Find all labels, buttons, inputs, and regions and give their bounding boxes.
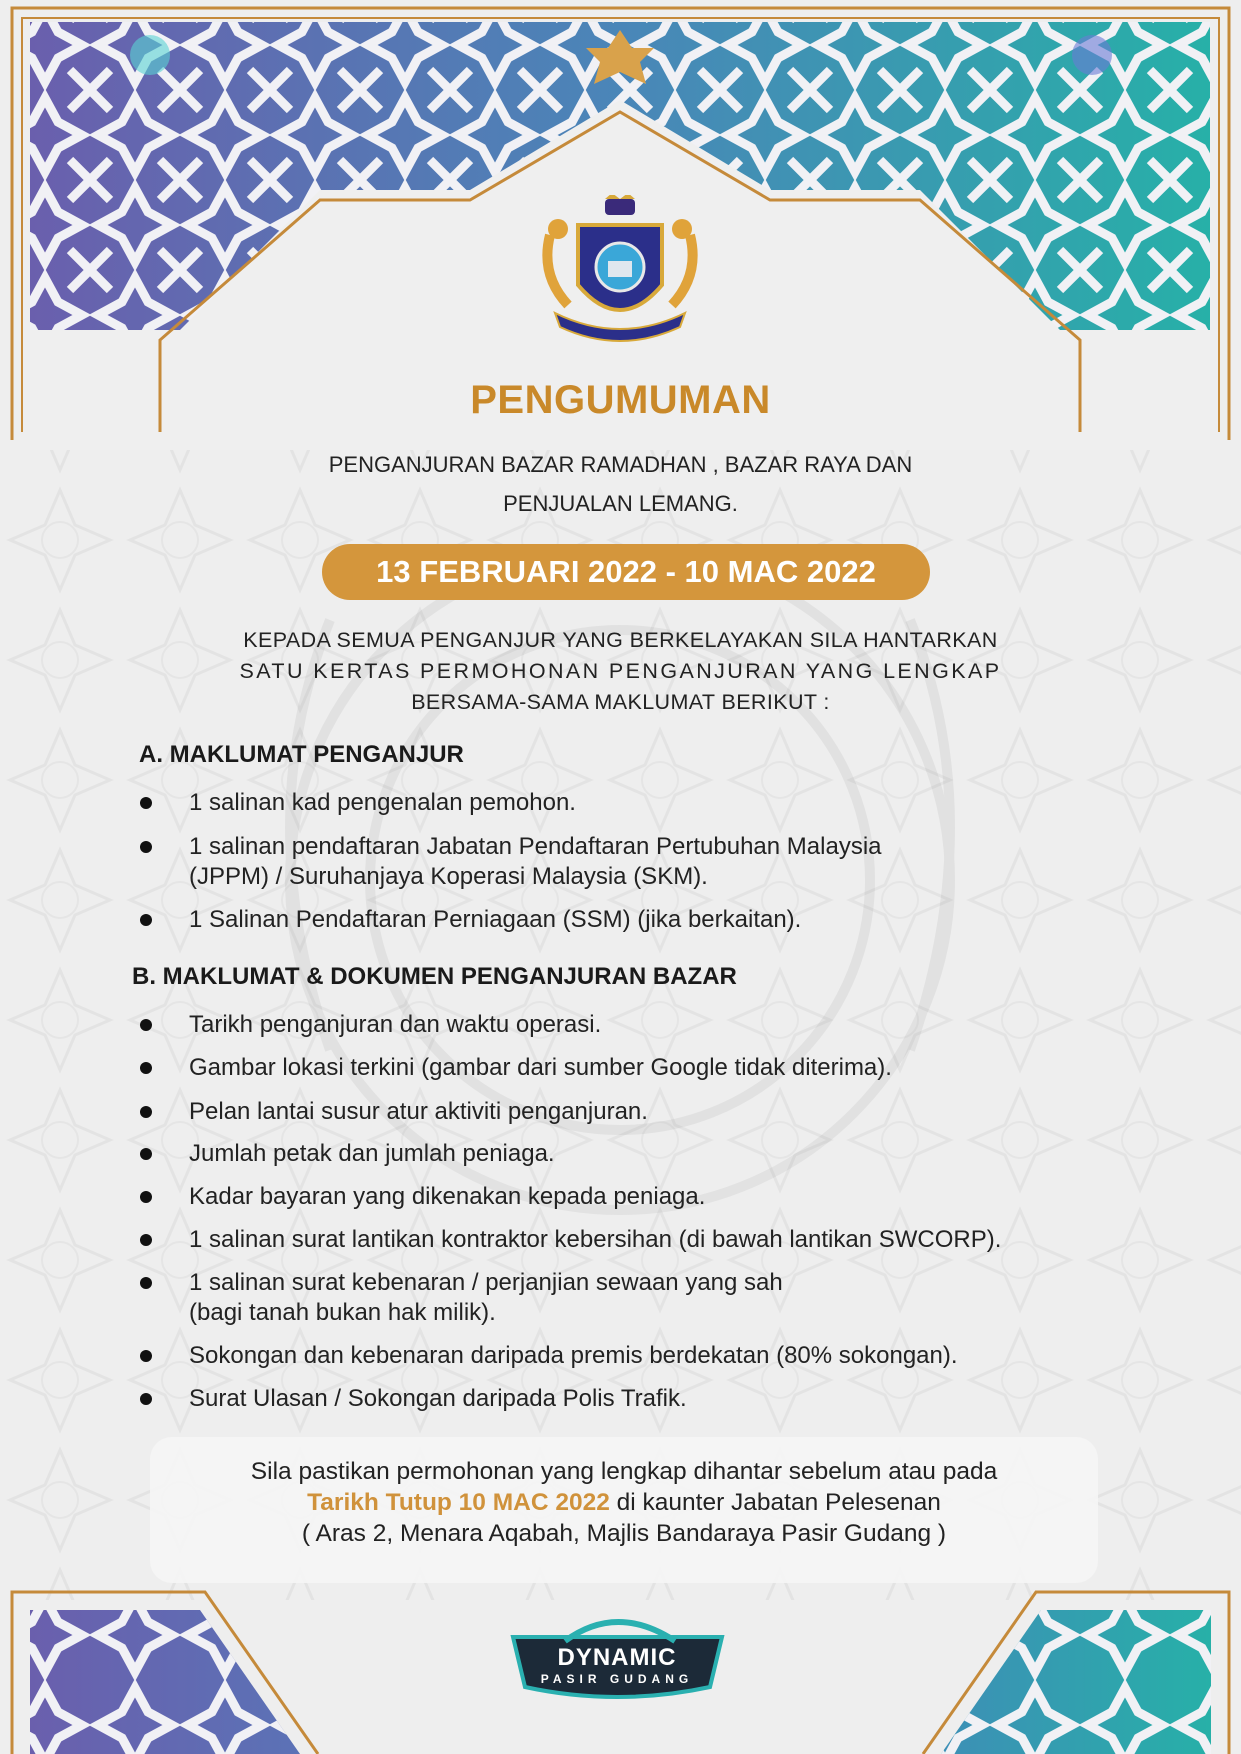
list-item: Kadar bayaran yang dikenakan kepada peniaga. xyxy=(189,1183,706,1210)
list-item: Pelan lantai susur atur aktiviti penganjuran. xyxy=(189,1098,648,1125)
bullet-icon xyxy=(140,1393,152,1405)
subtitle-line-1: PENGANJURAN BAZAR RAMADHAN , BAZAR RAYA DAN xyxy=(328,452,913,477)
bullet-icon xyxy=(140,1234,152,1246)
note-line-2-rest: di kaunter Jabatan Pelesenan xyxy=(609,1489,941,1516)
list-item: 1 salinan pendaftaran Jabatan Pendaftaran Pertubuhan Malaysia xyxy=(189,833,882,860)
intro-line-3: BERSAMA-SAMA MAKLUMAT BERIKUT : xyxy=(411,690,830,714)
bullet-icon xyxy=(140,797,152,809)
closing-note xyxy=(150,1456,1098,1549)
subtitle-line-2: PENJUALAN LEMANG. xyxy=(503,491,738,516)
list-item-continuation: (JPPM) / Suruhanjaya Koperasi Malaysia (SKM). xyxy=(189,863,708,890)
date-range-badge: 13 FEBRUARI 2022 - 10 MAC 2022 xyxy=(322,544,930,600)
list-item: Sokongan dan kebenaran daripada premis berdekatan (80% sokongan). xyxy=(189,1342,958,1369)
page-title: PENGUMUMAN xyxy=(470,378,771,422)
intro-line-1: KEPADA SEMUA PENGANJUR YANG BERKELAYAKAN SILA HANTARKAN xyxy=(243,628,998,652)
logo-subtitle: PASIR GUDANG xyxy=(540,1672,694,1686)
list-item: 1 Salinan Pendaftaran Perniagaan (SSM) (jika berkaitan). xyxy=(189,906,802,933)
bullet-icon xyxy=(140,841,152,853)
note-line-1: Sila pastikan permohonan yang lengkap dihantar sebelum atau pada xyxy=(250,1458,998,1485)
bullet-icon xyxy=(140,1350,152,1362)
dynamic-pasir-gudang-logo xyxy=(505,1607,730,1704)
bullet-icon xyxy=(140,1191,152,1203)
bullet-icon xyxy=(140,1062,152,1074)
intro-paragraph xyxy=(0,625,1241,718)
bullet-icon xyxy=(140,1106,152,1118)
list-item: Tarikh penganjuran dan waktu operasi. xyxy=(189,1011,602,1038)
list-item: Gambar lokasi terkini (gambar dari sumber Google tidak diterima). xyxy=(189,1054,892,1081)
deadline-text: Tarikh Tutup 10 MAC 2022 xyxy=(307,1489,610,1516)
section-a-title: A. MAKLUMAT PENGANJUR xyxy=(139,741,464,768)
section-b-title: B. MAKLUMAT & DOKUMEN PENGANJURAN BAZAR xyxy=(132,963,737,990)
list-item-continuation: (bagi tanah bukan hak milik). xyxy=(189,1299,496,1326)
intro-line-2: SATU KERTAS PERMOHONAN PENGANJURAN YANG LENGKAP xyxy=(239,659,1002,683)
bullet-icon xyxy=(140,1277,152,1289)
list-item: 1 salinan kad pengenalan pemohon. xyxy=(189,789,576,816)
city-council-crest xyxy=(530,195,710,345)
list-item: Jumlah petak dan jumlah peniaga. xyxy=(189,1140,555,1167)
bullet-icon xyxy=(140,1019,152,1031)
bullet-icon xyxy=(140,1148,152,1160)
list-item: 1 salinan surat kebenaran / perjanjian sewaan yang sah xyxy=(189,1269,783,1296)
note-line-2 xyxy=(150,1487,1098,1518)
note-line-3: ( Aras 2, Menara Aqabah, Majlis Bandaraya Pasir Gudang ) xyxy=(301,1520,947,1547)
announcement-subtitle xyxy=(0,445,1241,523)
bullet-icon xyxy=(140,914,152,926)
list-item: 1 salinan surat lantikan kontraktor kebersihan (di bawah lantikan SWCORP). xyxy=(189,1226,1002,1253)
list-item: Surat Ulasan / Sokongan daripada Polis Trafik. xyxy=(189,1385,687,1412)
logo-word: DYNAMIC xyxy=(557,1644,677,1671)
